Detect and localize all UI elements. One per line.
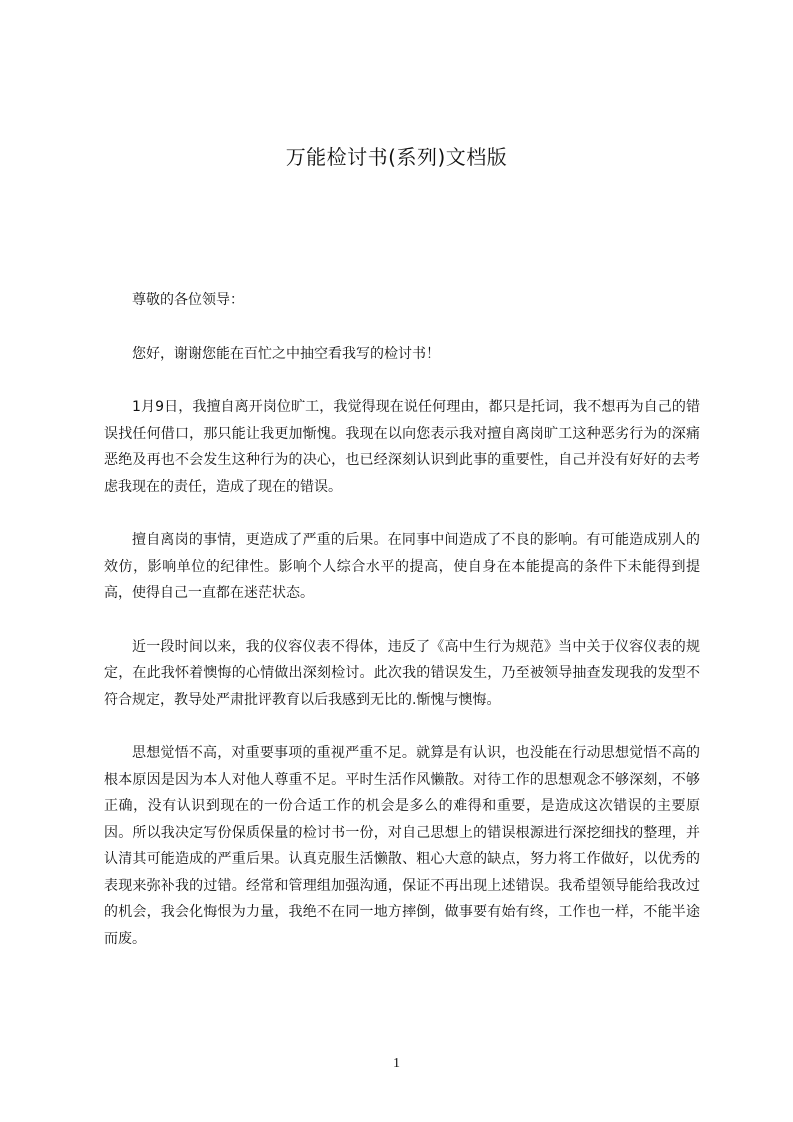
body-paragraph-consequences: 擅自离岗的事情，更造成了严重的后果。在同事中间造成了不良的影响。有可能造成别人的效仿，影响单位的纪律性。影响个人综合水平的提高，使自身在本能提高的条件下未能得到提高，使得自己一直都在迷茫状态。 — [104, 532, 700, 601]
body-paragraph-absence: 1月9日，我擅自离开岗位旷工，我觉得现在说任何理由，都只是托词，我不想再为自己的错误找任何借口，那只能让我更加惭愧。我现在以向您表示我对擅自离岗旷工这种恶劣行为的深痛恶绝及再也不会发生这种行为的决心，也已经深刻认识到此事的重要性，自己并没有好好的去考虑我现在的责任，造成了现在的错误。 — [104, 399, 700, 495]
salutation-paragraph: 尊敬的各位领导： — [132, 292, 244, 308]
document-title: 万能检讨书(系列)文档版 — [285, 145, 508, 169]
greeting-paragraph: 您好，谢谢您能在百忙之中抽空看我写的检讨书！ — [132, 345, 440, 362]
page-number: 1 — [393, 1056, 400, 1071]
document-body — [104, 287, 700, 979]
body-paragraph-reflection: 思想觉悟不高，对重要事项的重视严重不足。就算是有认识，也没能在行动思想觉悟不高的根本原因是因为本人对他人尊重不足。平时生活作风懒散。对待工作的思想观念不够深刻，不够正确，没有认识到现在的一份合适工作的机会是多么的难得和重要，是造成这次错误的主要原因。所以我决定写份保质保量的检讨书一份，对自己思想上的错误根源进行深挖细找的整理，并认清其可能造成的严重后果。认真克服生活懒散、粗心大意的缺点，努力将工作做好，以优秀的表现来弥补我的过错。经常和管理组加强沟通，保证不再出现上述错误。我希望领导能给我改过的机会，我会化悔恨为力量，我绝不在同一地方摔倒，做事要有始有终，工作也一样，不能半途而废。 — [104, 745, 700, 947]
body-paragraph-appearance: 近一段时间以来，我的仪容仪表不得体，违反了《高中生行为规范》当中关于仪容仪表的规定，在此我怀着懊悔的心情做出深刻检讨。此次我的错误发生，乃至被领导抽查发现我的发型不符合规定，教导处严肃批评教育以后我感到无比的.惭愧与懊悔。 — [104, 638, 700, 708]
